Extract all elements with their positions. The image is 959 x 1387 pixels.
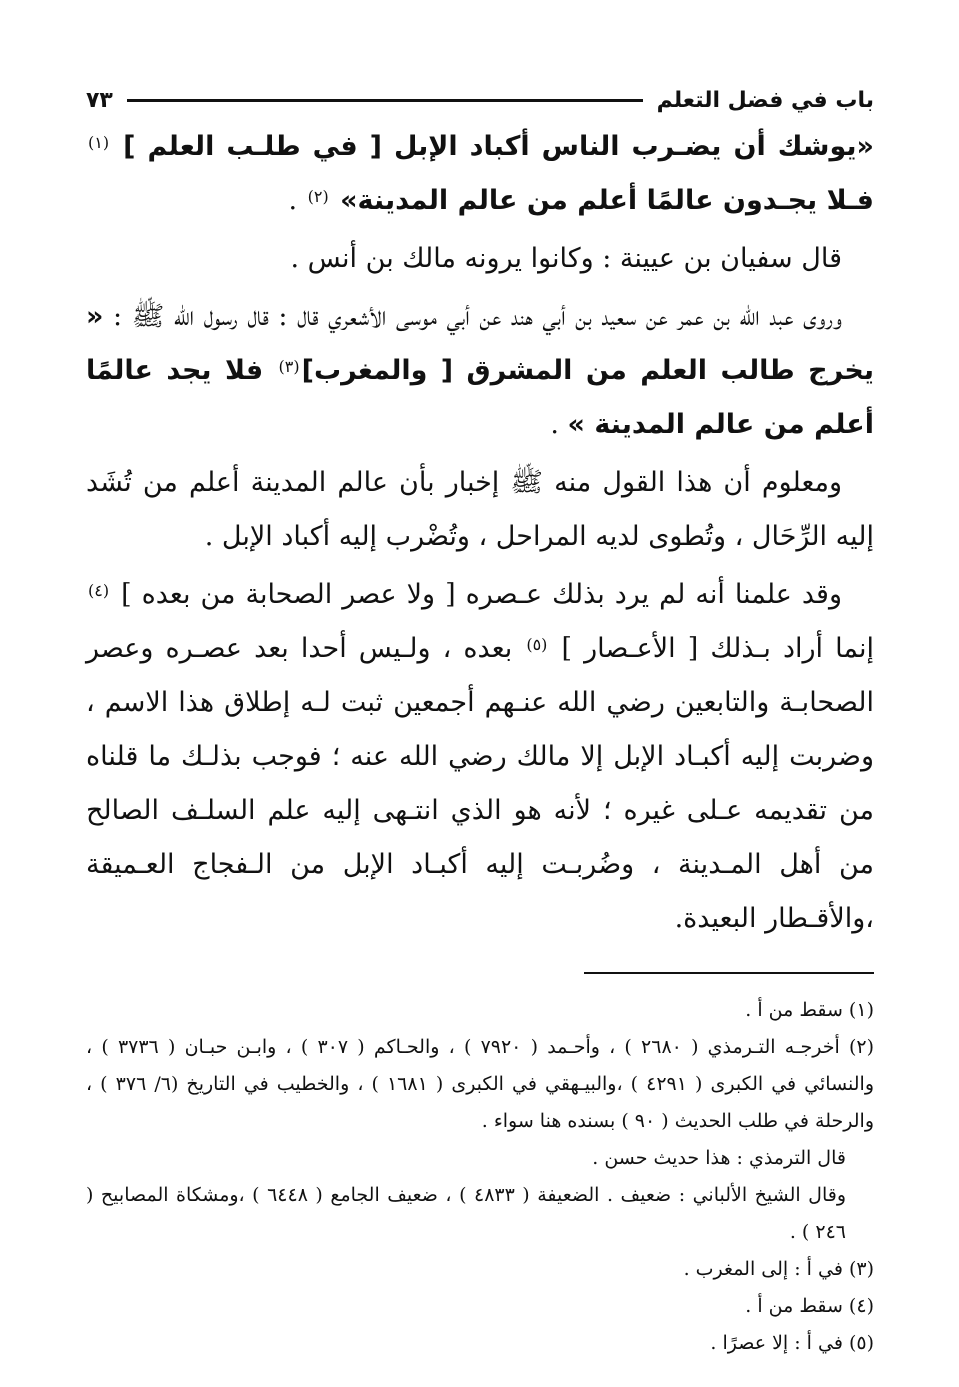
hadith-quote-2: « يخرج طالب العلم من المشرق [ والمغرب]	[86, 301, 874, 386]
book-page	[86, 80, 874, 1362]
paragraph-sufyan: قال سفيان بن عيينة : وكانوا يرونه مالك بن أنس .	[290, 243, 842, 274]
footnote-separator	[584, 972, 874, 974]
footnote-2: (٢) أخرجـه التـرمذي ( ٢٦٨٠ ) ، وأحـمد ( ٧٩٢٠ ) ، والحـاكم ( ٣٠٧ ) ، وابـن حبـان ( ٣٧٣٦ ) ، والنسائي في الكبرى ( ٤٢٩١ ) ،والبيـهقي في الكبرى ( ١٦٨١ ) ، والخطيب في التاريخ (٦/ ٣٧٦ ) ، والرحلة في طلب الحديث ( ٩٠ ) بسنده هنا سواء .	[86, 1036, 875, 1132]
footnote-ref-3[interactable]: (٣)	[278, 357, 300, 376]
paragraph-commentary-2	[86, 568, 874, 946]
header-rule	[127, 99, 643, 102]
footnote-ref-4[interactable]: (٤)	[88, 581, 110, 600]
footnote-1: (١) سقط من أ .	[745, 999, 874, 1021]
footnotes	[86, 992, 874, 1362]
footnote-2-albani: وقال الشيخ الألباني : ضعيف . الضعيفة ( ٤٨٣٣ ) ، ضعيف الجامع ( ٦٤٤٨ ) ،ومشكاة المصابيح ( ٢٤٦ ) .	[86, 1184, 847, 1243]
hadith-quote-cont: فـلا يجـدون عالمًا أعلم من عالم المدينة»	[330, 185, 874, 216]
paragraph-hadith-2	[86, 290, 874, 452]
running-header	[86, 80, 874, 120]
footnote-4: (٤) سقط من أ .	[745, 1295, 874, 1317]
commentary-part-1: وقد علمنا أنه لم يرد بذلك عـصره [ ولا عصر الصحابة من بعده ]	[111, 579, 842, 610]
footnote-ref-1[interactable]: (١)	[88, 133, 110, 152]
commentary-part-2: إنما أراد بـذلك [ الأعـصار ]	[549, 633, 874, 664]
footnote-2-tirmidhi: قال الترمذي : هذا حديث حسن .	[592, 1147, 846, 1169]
main-text	[86, 120, 874, 946]
chapter-title: باب في فضل التعلم	[656, 87, 874, 113]
hadith-quote: «يوشك أن يضـرب الناس أكباد الإبل [ في طلـب العلم ]	[111, 131, 874, 162]
hadith-quote-2-cont: فلا يجد عالمًا أعلم من عالم المدينة »	[86, 355, 874, 440]
narration-intro: وروى عبد الله بن عمر عن سعيد بن أبي هند عن أبي موسى الأشعري قال : قال رسول الله ﷺ :	[103, 301, 842, 332]
paragraph-hadith-1	[86, 120, 874, 228]
footnote-ref-2[interactable]: (٢)	[307, 187, 329, 206]
footnote-5: (٥) في أ : إلا عصرًا .	[710, 1332, 874, 1354]
page-number: ٧٣	[86, 87, 113, 113]
commentary-part-3: بعده ، ولـيس أحدا بعد عصـره وعصر الصحابـة والتابعين رضي الله عنـهم أجمعين ثبت لـه إطلاق هذا الاسم ، وضربت إليه أكبـاد الإبل إلا مالك رضي الله عنه ؛ فوجب بذلـك ما قلناه من تقديمه عـلى غيره ؛ لأنه هو الذي انتـهى إليه علم السلـف الصالح من أهل المـدينة ، وضُربـت إليه أكبـاد الإبل من الـفجاج العـميقة ،والأقـطار البعيدة.	[86, 633, 874, 934]
footnote-ref-5[interactable]: (٥)	[526, 635, 548, 654]
footnote-3: (٣) في أ : إلى المغرب .	[683, 1258, 874, 1280]
sentence-end: .	[288, 185, 306, 216]
sentence-end: .	[550, 409, 568, 440]
paragraph-commentary-1: ومعلوم أن هذا القول منه ﷺ إخبار بأن عالم المدينة أعلم من تُشَد إليه الرِّحَال ، وتُطوى لديه المراحل ، وتُضْرب إليه أكباد الإبل .	[86, 467, 874, 552]
